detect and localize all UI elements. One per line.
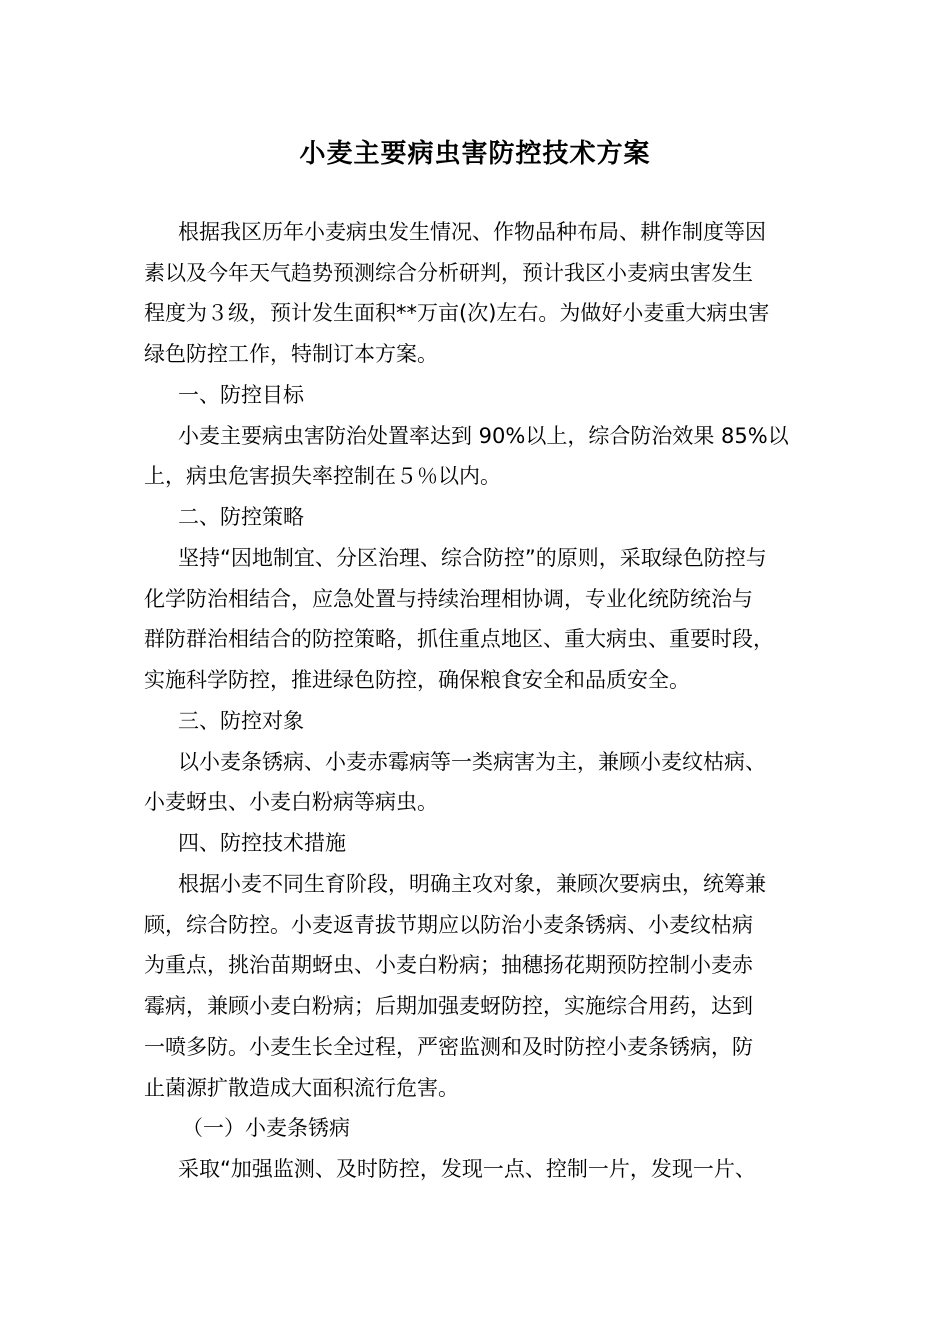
paragraph-line: 程度为３级，预计发生面积**万亩(次)左右。为做好小麦重大病虫害	[144, 301, 770, 325]
paragraph-line: 小麦蚜虫、小麦白粉病等病虫。	[144, 790, 438, 814]
paragraph-line: 为重点，挑治苗期蚜虫、小麦白粉病；抽穗扬花期预防控制小麦赤	[144, 953, 753, 977]
paragraph-line: 顾，综合防控。小麦返青拔节期应以防治小麦条锈病、小麦纹枯病	[144, 913, 753, 937]
section-heading: 三、防控对象	[178, 709, 304, 733]
paragraph-line: 以小麦条锈病、小麦赤霉病等一类病害为主，兼顾小麦纹枯病、	[178, 750, 766, 774]
paragraph-line: 绿色防控工作，特制订本方案。	[144, 342, 438, 366]
paragraph-line: 坚持“因地制宜、分区治理、综合防控”的原则，采取绿色防控与	[178, 546, 767, 570]
paragraph-line: 化学防治相结合，应急处置与持续治理相协调，专业化统防统治与	[144, 587, 753, 611]
paragraph-line: 根据我区历年小麦病虫发生情况、作物品种布局、耕作制度等因	[178, 220, 766, 244]
section-heading: 四、防控技术措施	[178, 831, 346, 855]
paragraph-line: 根据小麦不同生育阶段，明确主攻对象，兼顾次要病虫，统筹兼	[178, 872, 766, 896]
paragraph-line: 采取“加强监测、及时防控，发现一点、控制一片，发现一片、	[178, 1157, 756, 1181]
paragraph-line: 素以及今年天气趋势预测综合分析研判，预计我区小麦病虫害发生	[144, 261, 753, 285]
paragraph-line: 实施科学防控，推进绿色防控，确保粮食安全和品质安全。	[144, 668, 690, 692]
subsection-heading: （一）小麦条锈病	[182, 1116, 350, 1140]
paragraph-line: 小麦主要病虫害防治处置率达到 90%以上，综合防治效果 85%以	[178, 424, 789, 448]
paragraph-line: 一喷多防。小麦生长全过程，严密监测和及时防控小麦条锈病，防	[144, 1035, 753, 1059]
section-heading: 二、防控策略	[178, 505, 304, 529]
paragraph-line: 霉病，兼顾小麦白粉病；后期加强麦蚜防控，实施综合用药，达到	[144, 994, 753, 1018]
section-heading: 一、防控目标	[178, 383, 304, 407]
paragraph-line: 止菌源扩散造成大面积流行危害。	[144, 1076, 459, 1100]
document-title: 小麦主要病虫害防控技术方案	[299, 139, 651, 169]
paragraph-line: 上，病虫危害损失率控制在５％以内。	[144, 464, 501, 488]
paragraph-line: 群防群治相结合的防控策略，抓住重点地区、重大病虫、重要时段，	[144, 627, 774, 651]
